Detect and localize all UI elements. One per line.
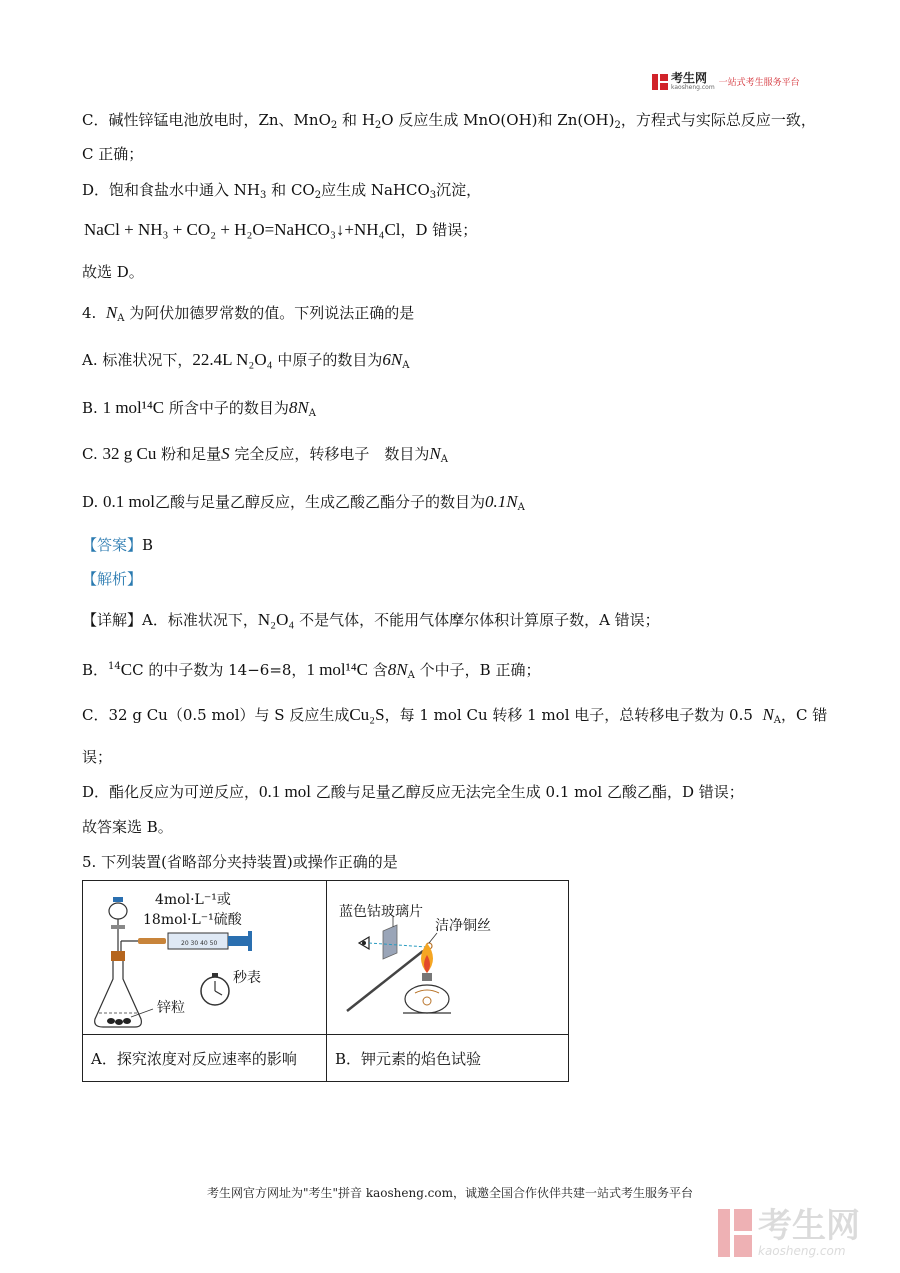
question-4-option-b: B. 1 mol¹⁴C 所含中子的数目为$8N_A$ bbox=[82, 398, 316, 419]
caption-a: A．探究浓度对反应速率的影响 bbox=[91, 1050, 297, 1068]
header-logo bbox=[652, 72, 800, 91]
detail-a: 【详解】A．标准状况下，N₂O₄ 不是气体，不能用气体摩尔体积计算原子数，A 错误； bbox=[82, 610, 660, 629]
logo-name: 考生网 bbox=[671, 71, 708, 85]
watermark-url: kaosheng.com bbox=[758, 1244, 846, 1258]
detail-c-cont: 误； bbox=[82, 748, 113, 766]
conclusion-b: 故答案选 B。 bbox=[82, 818, 173, 836]
syringe-scale: 20 30 40 50 bbox=[181, 940, 218, 947]
footer-text: 考生网官方网址为"考生"拼音 kaosheng.com，诚邀全国合作伙伴共建一站式考生服务平台 bbox=[206, 1186, 694, 1200]
question-4-option-a: A. 标准状况下，22.4L N₂O₄ 中原子的数目为$6N_A$ bbox=[82, 350, 410, 371]
answer-line: 【答案】B bbox=[82, 536, 154, 554]
caption-b: B．钾元素的焰色试验 bbox=[335, 1050, 482, 1068]
answer-tag: 【答案】 bbox=[82, 536, 143, 554]
question-4-option-c: C. 32 g Cu 粉和足量S 完全反应，转移电子 数目为$N_A$ bbox=[82, 444, 448, 465]
label-copper-wire: 洁净铜丝 bbox=[435, 918, 491, 934]
analysis-tag: 【解析】 bbox=[82, 570, 143, 588]
label-stopwatch: 秒表 bbox=[233, 970, 261, 986]
label-acid-concentration-2: 18mol·L⁻¹硫酸 bbox=[143, 912, 242, 928]
option-d-explanation: D．饱和食盐水中通入 $NH_3$ 和 $CO_2$应生成 NaHCO$_3$沉淀， bbox=[82, 181, 482, 201]
kaosheng-watermark-icon bbox=[718, 1209, 752, 1257]
question-4-stem: 4. $N_A$ 为阿伏加德罗常数的值。下列说法正确的是 bbox=[82, 303, 415, 324]
chemical-equation: NaCl + NH₃ + CO₂ + H₂O=NaHCO₃↓+NH₄Cl，D 错误； bbox=[84, 220, 478, 239]
conclusion-d: 故选 D。 bbox=[82, 263, 144, 281]
detail-b: B．$^{14}$CC 的中子数为 14−6=8，1 mol¹⁴C 含$8N_A$ 个中子，B 正确； bbox=[82, 660, 541, 681]
detail-d: D．酯化反应为可逆反应，0.1 mol 乙酸与足量乙醇反应无法完全生成 0.1 mol 乙酸乙酯，D 错误； bbox=[82, 782, 744, 801]
option-c-verdict: C 正确； bbox=[82, 145, 144, 163]
kaosheng-logo-icon bbox=[652, 74, 668, 90]
watermark-name: 考生网 bbox=[758, 1206, 860, 1246]
apparatus-table bbox=[82, 880, 569, 1082]
logo-slogan: 一站式考生服务平台 bbox=[718, 78, 800, 88]
option-c-explanation: C．碱性锌锰电池放电时，Zn、MnO$_2$ 和 $H_2O$ 反应生成 MnO(OH)和 $Zn(OH)_2$，方程式与实际总反应一致， bbox=[82, 111, 816, 131]
question-5-stem: 5. 下列装置(省略部分夹持装置)或操作正确的是 bbox=[82, 853, 398, 871]
logo-url: kaosheng.com bbox=[671, 84, 715, 91]
question-4-option-d: D. 0.1 mol乙酸与足量乙醇反应，生成乙酸乙酯分子的数目为$0.1N_A$ bbox=[82, 492, 525, 513]
label-acid-concentration-1: 4mol·L⁻¹或 bbox=[155, 892, 231, 908]
watermark bbox=[718, 1208, 860, 1258]
label-zinc: 锌粒 bbox=[157, 1000, 185, 1016]
label-cobalt-glass: 蓝色钴玻璃片 bbox=[339, 904, 423, 920]
detail-c: C．32 g Cu（0.5 mol）与 S 反应生成Cu₂S，每 1 mol Cu 转移 1 mol 电子，总转移电子数为 0.5 $N_A$，C 错 bbox=[82, 705, 828, 726]
